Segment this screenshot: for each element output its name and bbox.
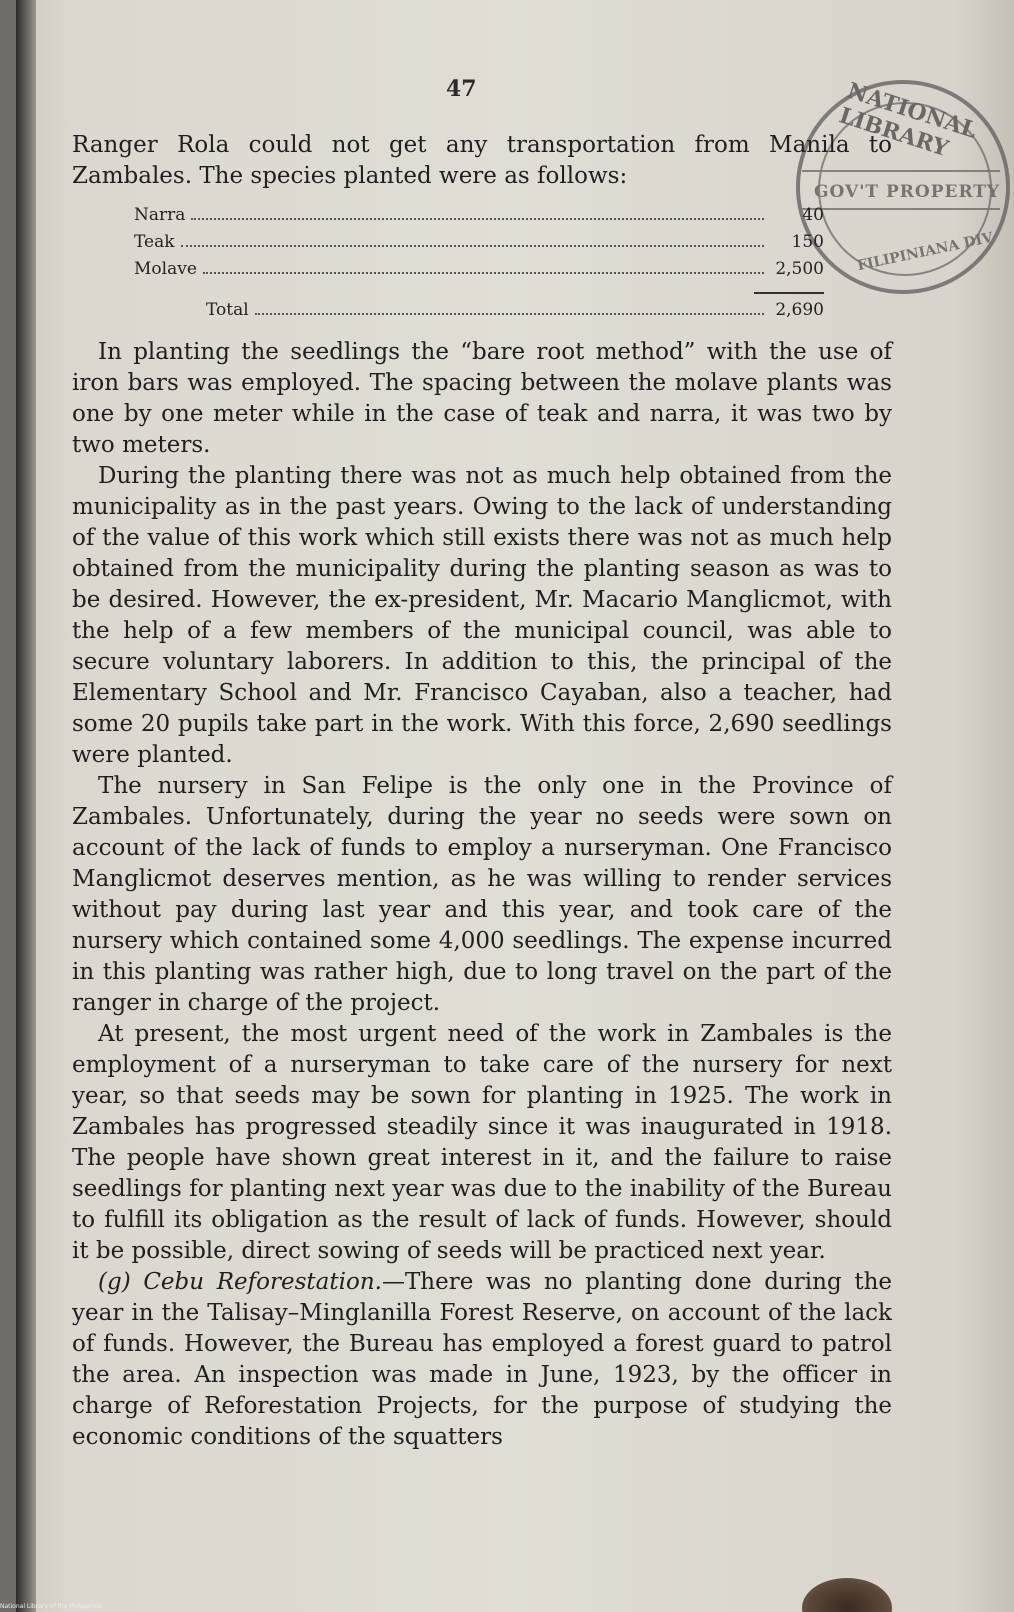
document-page	[16, 0, 1014, 1612]
paragraph: In planting the seedlings the “bare root method” with the use of iron bars was employed. The spacing between the molave plants was one by one meter while in the case of teak and narra, it was two by two meters.	[72, 339, 892, 458]
page-number: 47	[446, 76, 477, 102]
thumb-shadow	[802, 1578, 892, 1612]
total-value: 2,690	[775, 300, 824, 320]
stamp-text-bottom: FILIPINIANA DIV	[855, 229, 995, 275]
section-heading: (g) Cebu Reforestation.	[98, 1269, 382, 1295]
intro-paragraph	[72, 130, 892, 192]
species-name: Molave	[134, 259, 197, 279]
leader-dots	[203, 272, 764, 274]
species-name: Narra	[134, 205, 186, 225]
species-count: 40	[802, 205, 824, 225]
species-count: 150	[791, 232, 824, 252]
leader-dots	[181, 245, 764, 247]
paragraph: At present, the most urgent need of the work in Zambales is the employment of a nurseryman to take care of the nursery for next year, so that seeds may be sown for planting in 1925. The work in Zambales has progressed steadily since it was inaugurated in 1918. The people have shown great interest in it, and the failure to raise seedlings for planting next year was due to the inability of the Bureau to fulfill its obligation as the result of lack of funds. However, should it be possible, direct sowing of seeds will be practiced next year.	[72, 1021, 892, 1264]
paragraph: During the planting there was not as much help obtained from the municipality as in the past years. Owing to the lack of understanding of the value of this work which still exists there was not as much help obtained from the municipality during the planting season as was to be desired. However, the ex-president, Mr. Macario Manglicmot, with the help of a few members of the municipal council, was able to secure voluntary laborers. In addition to this, the principal of the Elementary School and Mr. Francisco Cayaban, also a teacher, had some 20 pupils take part in the work. With this force, 2,690 seedlings were planted.	[72, 463, 892, 768]
species-name: Teak	[134, 232, 175, 252]
stamp-band-bottom	[802, 208, 1000, 210]
total-label: Total	[206, 300, 249, 320]
species-row	[134, 232, 824, 259]
stamp-text-middle: GOV'T PROPERTY	[814, 182, 1001, 202]
stamp-text-top: NATIONAL LIBRARY	[836, 77, 980, 163]
species-row	[134, 205, 824, 232]
species-row	[134, 259, 824, 286]
paragraph-text: —There was no planting done during the year in the Talisay–Minglanilla Forest Reserve, on account of the lack of funds. However, the Bureau has employed a forest guard to patrol the area. An inspection was made in June, 1923, by the officer in charge of Reforestation Projects, for the purpose of studying the economic conditions of the squatters	[72, 1269, 892, 1450]
species-table	[134, 205, 824, 286]
leader-dots	[255, 313, 764, 315]
total-rule	[754, 292, 824, 294]
paragraph	[72, 1267, 892, 1453]
footer-credit: National Library of the Philippines	[0, 1603, 102, 1610]
intro-text: Ranger Rola could not get any transportation from Manila to Zambales. The species planted were as follows:	[72, 132, 892, 189]
total-row	[206, 300, 824, 327]
book-binding-edge	[16, 0, 36, 1612]
body-text	[72, 337, 892, 1453]
leader-dots	[191, 218, 764, 220]
species-count: 2,500	[775, 259, 824, 279]
paragraph: The nursery in San Felipe is the only one in the Province of Zambales. Unfortunately, during the year no seeds were sown on account of the lack of funds to employ a nurseryman. One Francisco Manglicmot deserves mention, as he was willing to render services without pay during last year and this year, and took care of the nursery which contained some 4,000 seedlings. The expense incurred in this planting was rather high, due to long travel on the part of the ranger in charge of the project.	[72, 773, 892, 1016]
